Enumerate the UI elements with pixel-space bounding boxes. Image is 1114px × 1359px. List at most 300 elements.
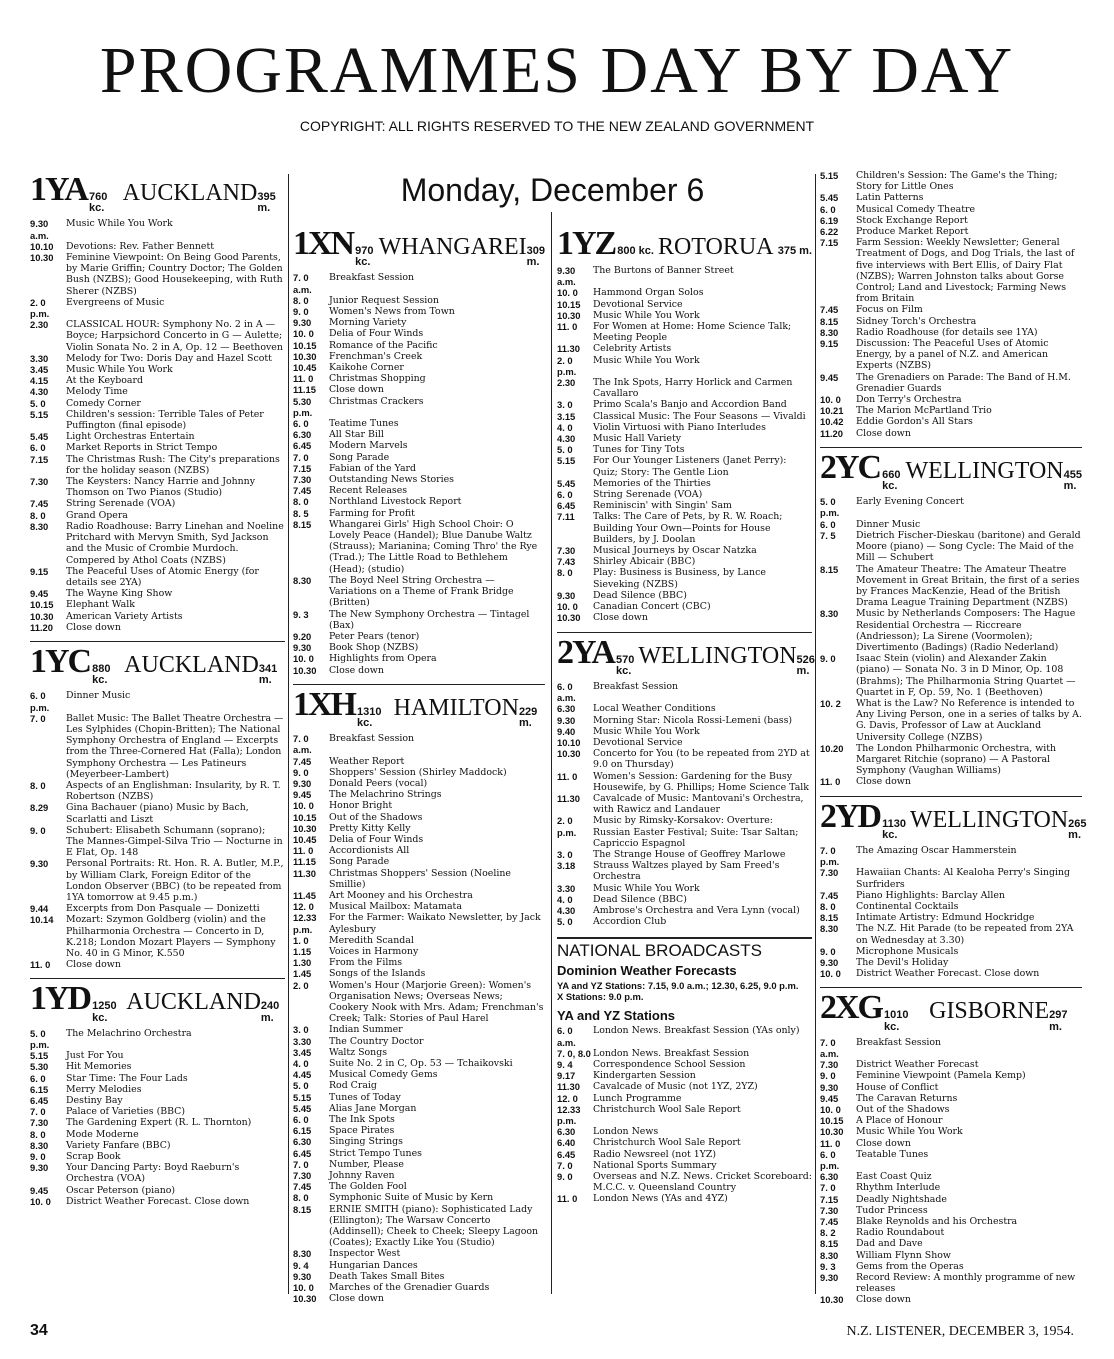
programme-title: Tudor Princess — [856, 1204, 928, 1216]
programme-item — [820, 405, 1082, 416]
programme-item — [293, 1036, 545, 1047]
programme-item — [557, 601, 812, 612]
programme-item — [293, 463, 545, 474]
programme-title: Palace of Varieties (BBC) — [66, 1106, 186, 1118]
programme-time: 10.21 — [820, 405, 844, 417]
programme-time: 11.30 — [557, 343, 580, 355]
programme-title: For Our Younger Listeners (Janet Perry): Quiz; Story: The Gentle Lion — [593, 455, 787, 478]
programme-time: 7.45 — [30, 498, 49, 510]
programme-title: Just For You — [66, 1050, 124, 1062]
station-header-1ya — [30, 170, 285, 214]
station-name: WHANGAREI — [378, 234, 527, 260]
programme-title: Dad and Dave — [856, 1238, 923, 1250]
programme-time: 6.19 — [820, 214, 839, 226]
programme-time: 3. 0 — [557, 399, 573, 411]
programme-title: Junior Request Session — [329, 294, 439, 306]
programme-title: Christchurch Wool Sale Report — [593, 1103, 741, 1115]
programme-title: Oscar Peterson (piano) — [66, 1184, 176, 1196]
programme-title: Farming for Profit — [329, 507, 415, 519]
station-name: WELLINGTON — [638, 642, 797, 669]
schedule-list — [557, 1025, 812, 1204]
programme-title: Ballet Music: The Ballet Theatre Orchestra — Les Sylphides (Chopin-Britten); The National Symphony Orchestra of England — Excerpts from the Three-Cornered Hat (Falla); London Symphony Orchestra — Les Patineurs (Meyerbeer-Lambert) — [66, 712, 284, 780]
station-header-2ya — [557, 632, 815, 677]
programme-title: Romance of the Pacific — [329, 339, 438, 351]
programme-time: 6.45 — [557, 500, 576, 512]
station-name: WELLINGTON — [909, 806, 1069, 833]
programme-title: Close down — [66, 959, 121, 971]
programme-item — [293, 800, 545, 811]
programme-time: 2. 0 p.m. — [30, 296, 50, 320]
programme-title: CLASSICAL HOUR: Symphony No. 2 in A — Boyce; Harpsichord Concerto in G — Aulette; Violin Sonata No. 2 in A, Op. 12 — Beethoven — [66, 319, 283, 353]
programme-time: 7.45 — [293, 755, 312, 767]
programme-title: Close down — [856, 1294, 911, 1306]
schedule-list — [820, 1037, 1082, 1306]
programme-item — [30, 1151, 285, 1162]
station-header-1yc — [30, 641, 285, 686]
programme-item — [820, 1171, 1082, 1182]
programme-time: 4. 0 — [557, 421, 573, 433]
programme-item — [820, 867, 1082, 889]
programme-title: Early Evening Concert — [856, 496, 964, 508]
programme-time: 6. 0 a.m. — [557, 680, 576, 704]
programme-title: The Strange House of Geoffrey Marlowe — [593, 848, 786, 860]
programme-item — [557, 1104, 812, 1126]
programme-time: 12.33 p.m. — [557, 1103, 581, 1127]
programme-time: 10.30 — [293, 822, 317, 834]
programme-item — [293, 496, 545, 507]
programme-item — [820, 496, 1082, 518]
programme-time: 9.30 — [820, 1272, 839, 1284]
programme-title: Rod Craig — [329, 1080, 377, 1092]
programme-item — [557, 1149, 812, 1160]
programme-title: Sidney Torch's Orchestra — [856, 315, 977, 327]
programme-time: 4.30 — [557, 904, 576, 916]
station-wavelength: 455 m. — [1063, 468, 1082, 493]
programme-title: Out of the Shadows — [329, 811, 423, 823]
programme-title: Children's session: Terrible Tales of Peter Puffington (final episode) — [66, 408, 264, 432]
programme-item — [293, 1192, 545, 1203]
station-header-1xh — [293, 684, 545, 729]
programme-item — [293, 935, 545, 946]
programme-time: 6. 0 — [30, 1072, 46, 1084]
programme-time: 5.30 — [30, 1061, 49, 1073]
programme-title: Dead Silence (BBC) — [593, 589, 687, 601]
programme-item — [30, 386, 285, 397]
programme-item — [293, 1293, 545, 1304]
programme-time: 7.45 — [293, 1181, 312, 1193]
programme-time: 6.30 — [557, 1126, 576, 1138]
programme-title: Hammond Organ Solos — [593, 287, 704, 299]
programme-item — [30, 218, 285, 240]
programme-title: The Amazing Oscar Hammerstein — [856, 844, 1017, 856]
programme-item — [820, 1115, 1082, 1126]
programme-title: Strict Tempo Tunes — [329, 1147, 422, 1159]
programme-title: Ambrose's Orchestra and Vera Lynn (vocal) — [593, 904, 800, 916]
programme-time: 10. 0 — [293, 328, 314, 340]
programme-time: 5. 0 — [557, 916, 573, 928]
programme-title: Don Terry's Orchestra — [856, 394, 962, 406]
programme-time: 3.18 — [557, 860, 576, 872]
programme-item — [293, 1271, 545, 1282]
programme-time: 8. 5 — [293, 507, 309, 519]
programme-title: Close down — [593, 612, 648, 624]
programme-time: 9. 0 — [30, 824, 46, 836]
programme-item — [557, 1048, 812, 1059]
programme-time: 8.30 — [30, 520, 49, 532]
programme-title: American Variety Artists — [66, 610, 183, 622]
programme-item — [30, 903, 285, 914]
programme-item — [820, 901, 1082, 912]
programme-title: Blake Reynolds and his Orchestra — [856, 1216, 1018, 1228]
programme-title: Outstanding News Stories — [329, 474, 454, 486]
programme-time: 10. 0 — [557, 601, 578, 613]
programme-title: Hit Memories — [66, 1061, 132, 1073]
programme-item — [293, 1148, 545, 1159]
programme-item — [820, 530, 1082, 564]
station-frequency: 760 kc. — [89, 191, 108, 215]
programme-time: 12.33 p.m. — [293, 912, 317, 935]
programme-title: Teatime Tunes — [329, 418, 399, 430]
programme-time: 11. 0 — [30, 959, 51, 971]
programme-time: 11. 0 — [293, 845, 314, 857]
programme-item — [30, 431, 285, 442]
column-2 — [293, 224, 545, 1310]
programme-time: 6. 0 — [820, 203, 836, 215]
programme-item — [30, 622, 285, 633]
programme-item — [293, 440, 545, 451]
programme-time: 5.45 — [293, 1102, 312, 1114]
programme-time: 7. 0 — [30, 712, 46, 724]
programme-title: Feminine Viewpoint (Pamela Kemp) — [856, 1070, 1026, 1082]
programme-item — [557, 590, 812, 601]
programme-title: Symphonic Suite of Music by Kern — [329, 1192, 494, 1204]
station-call: 2YA — [557, 633, 614, 671]
programme-time: 6. 0 a.m. — [557, 1025, 576, 1048]
programme-time: 6.30 — [293, 429, 312, 441]
programme-item — [30, 1196, 285, 1207]
programme-time: 6. 0 — [293, 418, 309, 430]
programme-title: Song Parade — [329, 451, 390, 463]
programme-time: 5.15 — [557, 455, 576, 467]
programme-item — [30, 858, 285, 903]
station-header-2xg — [820, 987, 1082, 1032]
programme-item — [30, 476, 285, 498]
programme-title: Latin Patterns — [856, 192, 924, 204]
programme-time: 7.43 — [557, 556, 576, 568]
programme-title: Christmas Crackers — [329, 395, 424, 407]
programme-title: Dinner Music — [66, 690, 131, 702]
programme-time: 6.15 — [30, 1083, 49, 1095]
programme-time: 9.30 — [293, 317, 312, 329]
programme-item — [293, 609, 545, 631]
programme-item — [820, 327, 1082, 338]
programme-item — [30, 1140, 285, 1151]
programme-title: District Weather Forecast — [856, 1059, 979, 1071]
programme-item — [30, 599, 285, 610]
programme-item — [557, 916, 812, 927]
programme-item — [293, 1248, 545, 1259]
programme-item — [820, 1082, 1082, 1093]
programme-title: Children's Session: The Game's the Thing; Story for Little Ones — [856, 170, 1058, 193]
programme-item — [30, 319, 285, 353]
programme-title: Radio Roundabout — [856, 1227, 945, 1239]
programme-time: 8. 0 — [557, 567, 573, 579]
programme-item — [820, 519, 1082, 530]
programme-title: Dead Silence (BBC) — [593, 893, 687, 905]
column-rule — [815, 174, 816, 1294]
programme-time: 1. 0 — [293, 934, 309, 946]
programme-time: 5.15 — [293, 1091, 312, 1103]
programme-item — [557, 793, 812, 815]
programme-time: 10.30 — [557, 612, 581, 624]
programme-item — [557, 894, 812, 905]
programme-time: 9.20 — [293, 630, 312, 642]
station-call: 1YD — [30, 980, 91, 1018]
programme-time: 10.42 — [820, 416, 844, 428]
weather-heading: Dominion Weather Forecasts — [557, 962, 737, 978]
schedule-list — [557, 265, 812, 624]
programme-time: 9.30 — [30, 1162, 49, 1174]
programme-time: 7. 5 — [820, 529, 836, 541]
programme-item — [293, 1092, 545, 1103]
station-name: ROTORUA — [657, 234, 774, 260]
programme-item — [557, 489, 812, 500]
programme-item — [557, 399, 812, 410]
schedule-list — [820, 845, 1082, 979]
programme-time: 7.45 — [820, 889, 839, 901]
programme-item — [293, 317, 545, 328]
programme-time: 8. 0 — [30, 779, 46, 791]
programme-time: 8.29 — [30, 802, 49, 814]
programme-item — [820, 957, 1082, 968]
programme-item — [820, 845, 1082, 867]
programme-title: Christmas Shopping — [329, 373, 426, 385]
weather-times-x: X Stations: 9.0 p.m. — [557, 990, 644, 1002]
programme-title: Shirley Abicair (BBC) — [593, 556, 696, 568]
programme-title: Music by Netherlands Composers: The Hague Residential Orchestra — Riccreare (Andriesson); La Sirene (Voormolen); Divertimento (Badings) (Radio Nederland) — [856, 608, 1076, 653]
programme-item — [293, 733, 545, 755]
programme-item — [557, 815, 812, 849]
station-wavelength: 240 m. — [260, 1000, 280, 1024]
programme-title: Musical Comedy Theatre — [856, 203, 976, 215]
programme-title: Comedy Corner — [66, 397, 141, 409]
schedule-list — [820, 170, 1082, 439]
programme-title: Farm Session: Weekly Newsletter; General Treatment of Dogs, and Dog Trials, the last of five interviews with Bert Ellis, of Dairy Flat (NZBS); Warren Johnston talks about Gorse Control; Land and Livestock; Farming News from Britain — [856, 237, 1075, 305]
programme-time: 6. 0 — [30, 442, 46, 454]
programme-item — [820, 428, 1082, 439]
programme-time: 7. 0 — [820, 1182, 836, 1194]
programme-time: 9.30 a.m. — [557, 265, 576, 288]
programme-time: 6.30 — [557, 703, 576, 715]
programme-item — [557, 748, 812, 770]
programme-item — [557, 1137, 812, 1148]
programme-item — [293, 653, 545, 664]
programme-item — [293, 1047, 545, 1058]
programme-time: 10. 0 — [293, 800, 314, 812]
programme-title: Breakfast Session — [856, 1036, 942, 1048]
programme-title: Music While You Work — [593, 882, 700, 894]
programme-title: National Sports Summary — [593, 1159, 717, 1171]
programme-time: 8.30 — [820, 326, 839, 338]
programme-title: Personal Portraits: Rt. Hon. R. A. Butler, M.P., by William Clark, Foreign Editor of the London Observer (BBC) (to be repeated from 1YA tomorrow at 9.45 p.m.) — [66, 858, 284, 903]
programme-time: 6. 0 — [557, 489, 573, 501]
programme-title: Microphone Musicals — [856, 945, 959, 957]
programme-time: 9. 3 — [820, 1260, 836, 1272]
programme-item — [820, 1037, 1082, 1059]
programme-item — [820, 237, 1082, 304]
programme-title: Aspects of an Englishman: Insularity, by R. T. Robertson (NZBS) — [66, 779, 281, 803]
programme-title: Accordionists All — [329, 845, 410, 857]
programme-title: Primo Scala's Banjo and Accordion Band — [593, 399, 787, 411]
station-wavelength: 309 m. — [526, 245, 545, 269]
programme-title: Whangarei Girls' High School Choir: O Lovely Peace (Handel); Blue Danube Waltz (Strauss); Marianina; Coming Thro' the Rye (Trad.); The Little Road to Bethlehem (Head); (studio) — [329, 518, 538, 575]
programme-time: 10.30 — [557, 748, 581, 760]
programme-title: Melody for Two: Doris Day and Hazel Scott — [66, 352, 272, 364]
programme-title: The Grenadiers on Parade: The Band of H.M. Grenadier Guards — [856, 371, 1071, 394]
programme-time: 5. 0 — [30, 397, 46, 409]
programme-item — [30, 825, 285, 859]
station-frequency: 1310 kc. — [357, 705, 382, 729]
programme-item — [293, 767, 545, 778]
programme-title: Honor Bright — [329, 800, 393, 812]
schedule-list — [820, 496, 1082, 787]
programme-time: 3.45 — [293, 1046, 312, 1058]
programme-title: The Keysters: Nancy Harrie and Johnny Thomson on Two Pianos (Studio) — [66, 476, 256, 499]
programme-time: 7.30 — [820, 867, 839, 879]
programme-time: 6.30 — [820, 1171, 839, 1183]
programme-item — [293, 890, 545, 901]
programme-title: Devotions: Rev. Father Bennett — [66, 240, 215, 252]
programme-time: 7.30 — [30, 476, 49, 488]
programme-time: 10. 0 — [30, 1195, 51, 1207]
programme-title: Piano Highlights: Barclay Allen — [856, 889, 1005, 901]
programme-time: 9.45 — [820, 371, 839, 383]
programme-title: Rhythm Interlude — [856, 1182, 941, 1194]
programme-item — [30, 566, 285, 588]
programme-item — [293, 1204, 545, 1249]
programme-title: Highlights from Opera — [329, 653, 437, 665]
programme-time: 8. 0 — [30, 509, 46, 521]
programme-title: Excerpts from Don Pasquale — Donizetti — [66, 903, 260, 915]
weather-times-yayz: YA and YZ Stations: 7.15, 9.0 a.m.; 12.30, 6.25, 9.0 p.m. — [557, 979, 799, 991]
programme-title: Recent Releases — [329, 485, 408, 497]
programme-title: Songs of the Islands — [329, 968, 426, 980]
programme-item — [293, 665, 545, 676]
programme-time: 9.45 — [30, 588, 49, 600]
programme-time: 12. 0 — [293, 901, 314, 913]
programme-item — [820, 743, 1082, 777]
programme-time: 8.15 — [293, 518, 312, 530]
programme-time: 7. 0 — [293, 451, 309, 463]
programme-time: 11.30 — [293, 867, 316, 879]
programme-item — [557, 433, 812, 444]
programme-item — [557, 1126, 812, 1137]
programme-title: Mozart: Szymon Goldberg (violin) and the Philharmonia Orchestra — Concerto in D, K.218; London Mozart Players — Symphony No. 40 in G Minor, K.550 — [66, 914, 276, 959]
programme-title: The Burtons of Banner Street — [593, 265, 734, 276]
programme-time: 10. 0 — [820, 968, 841, 980]
station-header-2yd — [820, 796, 1087, 841]
station-name: AUCKLAND — [124, 651, 259, 678]
programme-item — [820, 912, 1082, 923]
programme-item — [293, 1260, 545, 1271]
programme-title: The Ink Spots, Harry Horlick and Carmen Cavallaro — [593, 377, 793, 400]
programme-title: Song Parade — [329, 856, 390, 868]
programme-time: 10.10 — [30, 240, 54, 252]
programme-time: 9. 0 — [820, 1070, 836, 1082]
programme-title: Merry Melodies — [66, 1083, 142, 1095]
station-call: 2XG — [820, 989, 882, 1027]
programme-title: Close down — [856, 427, 911, 439]
programme-item — [557, 478, 812, 489]
programme-title: Breakfast Session — [329, 272, 415, 284]
programme-time: 9.30 — [30, 858, 49, 870]
programme-item — [557, 1160, 812, 1171]
programme-time: 9.30 — [557, 714, 576, 726]
programme-title: Kaikohe Corner — [329, 362, 404, 374]
programme-title: Women's Hour (Marjorie Green): Women's Organisation News; Overseas News; Cookery Nook with Mrs. Adam; Frenchman's Creek; Talk: Stories of Paul Harel — [329, 979, 544, 1025]
programme-title: Book Shop (NZBS) — [329, 642, 419, 654]
programme-item — [820, 1126, 1082, 1137]
programme-title: Close down — [66, 621, 121, 633]
programme-title: Market Reports in Strict Tempo — [66, 442, 218, 454]
programme-title: Concerto for You (to be repeated from 2YD at 9.0 on Thursday) — [593, 748, 810, 771]
programme-title: Pretty Kitty Kelly — [329, 822, 411, 834]
programme-title: For Women at Home: Home Science Talk; Meeting People — [593, 321, 792, 344]
programme-title: William Flynn Show — [856, 1249, 951, 1261]
programme-time: 10.30 — [30, 610, 54, 622]
programme-item — [820, 1182, 1082, 1193]
programme-item — [30, 510, 285, 521]
programme-item — [293, 789, 545, 800]
programme-title: Dietrich Fischer-Dieskau (baritone) and Gerald Moore (piano) — Song Cycle: The Maid of the Mill — Schubert — [856, 529, 1081, 564]
programme-item — [820, 1104, 1082, 1115]
programme-title: Canadian Concert (CBC) — [593, 601, 711, 613]
programme-time: 10. 0 — [293, 1282, 314, 1294]
programme-item — [820, 170, 1082, 192]
programme-title: All Star Bill — [329, 429, 384, 441]
programme-time: 8.15 — [293, 1203, 312, 1215]
programme-title: Hawaiian Chants: Al Kealoha Perry's Singing Surfriders — [856, 867, 1070, 890]
programme-item — [557, 377, 812, 399]
programme-title: Close down — [329, 1293, 384, 1305]
programme-title: Grand Opera — [66, 509, 128, 521]
station-frequency: 570 kc. — [616, 653, 635, 677]
programme-item — [293, 373, 545, 384]
programme-title: From the Films — [329, 957, 403, 969]
programme-time: 8.30 — [820, 1249, 839, 1261]
programme-title: Music by Rimsky-Korsakov: Overture: Russian Easter Festival; Suite: Tsar Saltan; Capriccio Espagnol — [593, 815, 799, 849]
programme-item — [293, 485, 545, 496]
programme-time: 8.30 — [293, 1248, 312, 1260]
programme-item — [30, 1129, 285, 1140]
programme-title: Music While You Work — [593, 309, 700, 321]
station-frequency: 880 kc. — [92, 662, 111, 687]
programme-title: Death Takes Small Bites — [329, 1270, 445, 1282]
programme-time: 8.15 — [820, 563, 839, 575]
programme-title: Indian Summer — [329, 1024, 403, 1036]
programme-time: 9.30 — [293, 777, 312, 789]
programme-time: 7.30 — [557, 545, 576, 557]
programme-item — [557, 422, 812, 433]
programme-item — [30, 442, 285, 453]
programme-time: 5. 0 — [293, 1080, 309, 1092]
programme-item — [293, 901, 545, 912]
programme-time: 8. 0 — [293, 294, 309, 306]
station-name: GISBORNE — [929, 998, 1050, 1025]
programme-time: 9. 4 — [293, 1259, 309, 1271]
programme-title: London News. Breakfast Session — [593, 1047, 750, 1059]
programme-item — [293, 778, 545, 789]
